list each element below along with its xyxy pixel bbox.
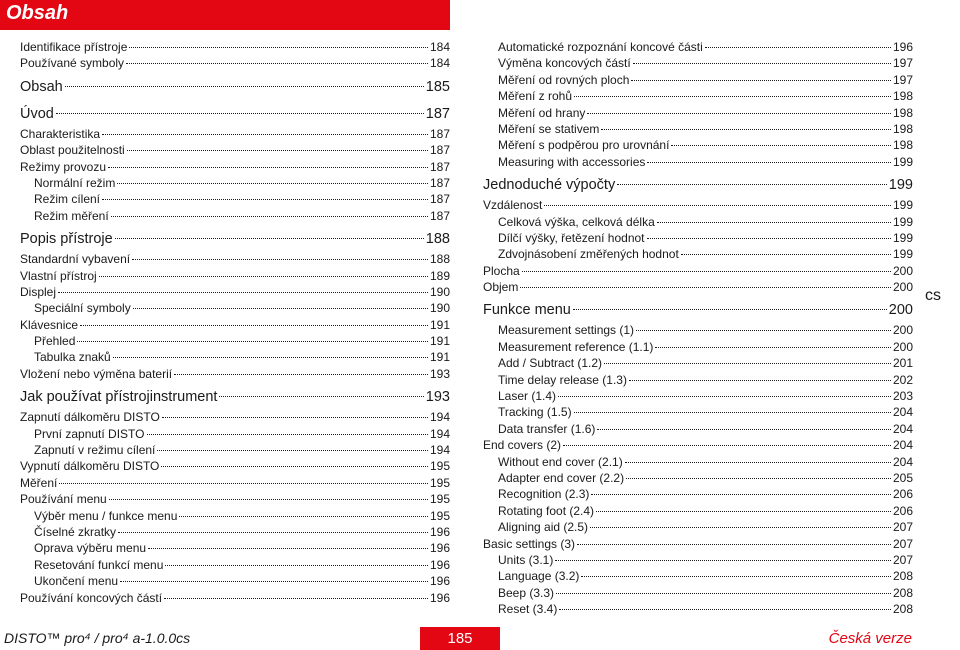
- dot-leader: [559, 609, 891, 610]
- toc-entry-page: 196: [429, 574, 450, 589]
- dot-leader: [148, 548, 428, 549]
- toc-entry[interactable]: [483, 198, 913, 214]
- toc-entry-page: 205: [892, 470, 913, 485]
- toc-entry-page: 198: [892, 89, 913, 104]
- dot-leader: [117, 183, 428, 184]
- toc-entry-label: Používání menu: [20, 492, 107, 507]
- toc-entry-label: Výběr menu / funkce menu: [34, 508, 178, 523]
- dot-leader: [58, 292, 428, 293]
- toc-entry-label: Objem: [483, 280, 519, 295]
- dot-leader: [587, 113, 891, 114]
- toc-entry-label: Resetování funkcí menu: [34, 557, 164, 572]
- dot-leader: [626, 478, 891, 479]
- toc-entry-page: 200: [888, 302, 913, 319]
- toc-entry[interactable]: [483, 231, 913, 247]
- toc-entry[interactable]: [20, 40, 450, 56]
- toc-entry-label: Charakteristika: [20, 126, 101, 141]
- dot-leader: [574, 412, 891, 413]
- toc-entry-label: Funkce menu: [483, 302, 571, 319]
- dot-leader: [591, 494, 891, 495]
- footer-language: Česká verze: [828, 630, 912, 647]
- toc-entry[interactable]: [20, 127, 450, 143]
- toc-entry-label: Měření od rovných ploch: [498, 72, 630, 87]
- toc-entry[interactable]: [483, 438, 913, 454]
- dot-leader: [108, 167, 428, 168]
- toc-entry[interactable]: [20, 367, 450, 383]
- toc-entry-page: 204: [892, 438, 913, 453]
- dot-leader: [102, 199, 428, 200]
- toc-entry[interactable]: [20, 301, 450, 317]
- dot-leader: [681, 254, 891, 255]
- toc-entry-label: Režim měření: [34, 208, 109, 223]
- dot-leader: [127, 150, 428, 151]
- toc-entry-page: 187: [429, 126, 450, 141]
- toc-entry-page: 201: [892, 356, 913, 371]
- toc-entry[interactable]: [20, 574, 450, 590]
- dot-leader: [577, 544, 891, 545]
- dot-leader: [161, 466, 428, 467]
- toc-entry[interactable]: [20, 541, 450, 557]
- toc-entry-page: 199: [892, 214, 913, 229]
- toc-entry-label: Jak používat přístrojinstrument: [20, 389, 218, 406]
- toc-entry-page: 193: [425, 389, 450, 406]
- toc-left-column: [20, 40, 450, 607]
- dot-leader: [671, 145, 891, 146]
- toc-entry-page: 198: [892, 121, 913, 136]
- toc-entry-page: 199: [892, 198, 913, 213]
- toc-entry-page: 203: [892, 389, 913, 404]
- toc-entry-label: Laser (1.4): [498, 389, 557, 404]
- toc-entry-page: 187: [429, 143, 450, 158]
- dot-leader: [165, 565, 428, 566]
- toc-entry[interactable]: [20, 389, 450, 410]
- dot-leader: [157, 450, 428, 451]
- toc-entry-label: Units (3.1): [498, 552, 554, 567]
- toc-entry-page: 187: [429, 208, 450, 223]
- dot-leader: [633, 63, 891, 64]
- toc-entry-label: Tabulka znaků: [34, 350, 111, 365]
- toc-entry-label: Celková výška, celková délka: [498, 214, 655, 229]
- dot-leader: [164, 598, 428, 599]
- toc-entry-label: Používané symboly: [20, 56, 125, 71]
- dot-leader: [219, 396, 423, 397]
- toc-entry[interactable]: [483, 602, 913, 618]
- dot-leader: [522, 271, 891, 272]
- toc-entry-page: 196: [892, 40, 913, 54]
- toc-entry-label: Režim cílení: [34, 192, 101, 207]
- toc-entry-label: Tracking (1.5): [498, 405, 572, 420]
- dot-leader: [601, 129, 891, 130]
- toc-entry-page: 200: [892, 263, 913, 278]
- dot-leader: [147, 434, 428, 435]
- toc-entry-label: Používání koncových částí: [20, 590, 163, 605]
- toc-entry[interactable]: [483, 280, 913, 296]
- dot-leader: [625, 462, 891, 463]
- toc-entry-page: 196: [429, 557, 450, 572]
- toc-entry-page: 204: [892, 454, 913, 469]
- toc-entry-label: Dílčí výšky, řetězení hodnot: [498, 230, 645, 245]
- language-tab: cs: [925, 287, 941, 304]
- toc-entry-label: Adapter end cover (2.2): [498, 470, 625, 485]
- toc-entry-label: End covers (2): [483, 438, 562, 453]
- toc-entry-page: 206: [892, 503, 913, 518]
- toc-entry[interactable]: [483, 138, 913, 154]
- toc-entry-label: Zapnutí dálkoměru DISTO: [20, 410, 160, 425]
- toc-entry[interactable]: [20, 350, 450, 366]
- toc-entry[interactable]: [483, 487, 913, 503]
- toc-entry-page: 190: [429, 284, 450, 299]
- toc-entry-page: 187: [429, 175, 450, 190]
- toc-entry-page: 191: [429, 334, 450, 349]
- dot-leader: [657, 222, 891, 223]
- toc-entry-page: 187: [429, 192, 450, 207]
- dot-leader: [129, 47, 428, 48]
- toc-entry-page: 197: [892, 72, 913, 87]
- toc-entry-label: Measurement settings (1): [498, 323, 635, 338]
- dot-leader: [574, 96, 891, 97]
- toc-entry-page: 207: [892, 536, 913, 551]
- toc-entry[interactable]: [20, 459, 450, 475]
- toc-entry[interactable]: [20, 443, 450, 459]
- toc-entry-page: 195: [429, 475, 450, 490]
- toc-entry[interactable]: [20, 143, 450, 159]
- toc-entry[interactable]: [20, 591, 450, 607]
- toc-entry[interactable]: [483, 323, 913, 339]
- toc-entry[interactable]: [483, 537, 913, 553]
- toc-entry-label: Without end cover (2.1): [498, 454, 623, 469]
- toc-entry-label: Zdvojnásobení změřených hodnot: [498, 247, 679, 262]
- toc-entry-page: 195: [429, 508, 450, 523]
- toc-entry-label: Výměna koncových částí: [498, 56, 631, 71]
- toc-entry[interactable]: [483, 586, 913, 602]
- toc-entry-page: 187: [429, 159, 450, 174]
- toc-entry-page: 204: [892, 421, 913, 436]
- toc-entry-label: Displej: [20, 284, 57, 299]
- toc-entry-label: Speciální symboly: [34, 301, 131, 316]
- toc-entry-page: 207: [892, 552, 913, 567]
- toc-entry[interactable]: [20, 192, 450, 208]
- toc-entry[interactable]: [483, 177, 913, 198]
- toc-entry-page: 194: [429, 443, 450, 458]
- dot-leader: [629, 380, 891, 381]
- dot-leader: [563, 445, 891, 446]
- dot-leader: [126, 63, 428, 64]
- dot-leader: [544, 205, 891, 206]
- dot-leader: [556, 593, 891, 594]
- toc-entry[interactable]: [483, 422, 913, 438]
- dot-leader: [520, 287, 891, 288]
- toc-entry-page: 204: [892, 405, 913, 420]
- toc-entry-label: Measuring with accessories: [498, 154, 646, 169]
- dot-leader: [77, 341, 428, 342]
- dot-leader: [573, 309, 887, 310]
- toc-entry-label: Režimy provozu: [20, 159, 107, 174]
- dot-leader: [111, 216, 428, 217]
- dot-leader: [636, 330, 891, 331]
- dot-leader: [99, 276, 428, 277]
- toc-entry[interactable]: [20, 160, 450, 176]
- toc-entry-label: První zapnutí DISTO: [34, 426, 145, 441]
- toc-entry[interactable]: [20, 176, 450, 192]
- toc-entry[interactable]: [483, 155, 913, 171]
- toc-entry-label: Ukončení menu: [34, 574, 119, 589]
- toc-entry-label: Oprava výběru menu: [34, 541, 147, 556]
- dot-leader: [581, 576, 891, 577]
- toc-entry-label: Úvod: [20, 105, 54, 122]
- toc-entry-page: 196: [429, 541, 450, 556]
- dot-leader: [80, 325, 428, 326]
- toc-entry[interactable]: [20, 209, 450, 225]
- toc-entry-page: 194: [429, 426, 450, 441]
- dot-leader: [56, 113, 424, 114]
- toc-entry-label: Zapnutí v režimu cílení: [34, 443, 156, 458]
- toc-entry-page: 208: [892, 569, 913, 584]
- dot-leader: [555, 560, 891, 561]
- toc-entry-label: Identifikace přístroje: [20, 40, 128, 54]
- toc-entry-page: 195: [429, 492, 450, 507]
- toc-entry[interactable]: [483, 40, 913, 56]
- toc-entry[interactable]: [20, 231, 450, 252]
- toc-entry[interactable]: [20, 492, 450, 508]
- toc-entry-page: 196: [429, 590, 450, 605]
- toc-entry-page: 191: [429, 317, 450, 332]
- toc-entry[interactable]: [483, 264, 913, 280]
- toc-entry-label: Měření od hrany: [498, 105, 586, 120]
- dot-leader: [647, 238, 891, 239]
- toc-entry-page: 199: [892, 230, 913, 245]
- toc-entry[interactable]: [483, 455, 913, 471]
- toc-entry[interactable]: [20, 410, 450, 426]
- toc-entry-page: 208: [892, 602, 913, 617]
- toc-entry[interactable]: [20, 558, 450, 574]
- toc-entry[interactable]: [20, 525, 450, 541]
- toc-entry-page: 188: [425, 231, 450, 248]
- footer-product: DISTO™ pro⁴ / pro⁴ a-1.0.0cs: [4, 630, 191, 646]
- dot-leader: [102, 134, 428, 135]
- toc-entry-label: Basic settings (3): [483, 536, 576, 551]
- toc-entry-label: Time delay release (1.3): [498, 372, 627, 387]
- toc-entry-page: 198: [892, 105, 913, 120]
- toc-entry-page: 200: [892, 323, 913, 338]
- toc-entry-page: 202: [892, 372, 913, 387]
- toc-entry-label: Measurement reference (1.1): [498, 339, 654, 354]
- dot-leader: [59, 483, 428, 484]
- dot-leader: [113, 357, 428, 358]
- dot-leader: [118, 532, 428, 533]
- dot-leader: [705, 47, 891, 48]
- toc-entry[interactable]: [20, 285, 450, 301]
- toc-entry-page: 199: [892, 247, 913, 262]
- toc-entry-label: Plocha: [483, 263, 520, 278]
- dot-leader: [558, 396, 891, 397]
- toc-entry-page: 184: [429, 56, 450, 71]
- toc-entry-label: Vypnutí dálkoměru DISTO: [20, 459, 160, 474]
- toc-entry[interactable]: [483, 373, 913, 389]
- dot-leader: [174, 374, 428, 375]
- toc-entry-page: 199: [892, 154, 913, 169]
- toc-entry-label: Jednoduché výpočty: [483, 177, 616, 194]
- toc-entry[interactable]: [20, 318, 450, 334]
- dot-leader: [596, 511, 891, 512]
- toc-entry-page: 206: [892, 487, 913, 502]
- toc-entry-label: Language (3.2): [498, 569, 580, 584]
- dot-leader: [115, 238, 424, 239]
- toc-entry-label: Recognition (2.3): [498, 487, 590, 502]
- dot-leader: [109, 499, 428, 500]
- toc-right-column: [483, 40, 913, 619]
- toc-entry-label: Standardní vybavení: [20, 252, 131, 267]
- dot-leader: [162, 417, 428, 418]
- toc-entry-page: 196: [429, 524, 450, 539]
- toc-entry-page: 189: [429, 268, 450, 283]
- toc-entry-label: Vložení nebo výměna baterií: [20, 366, 173, 381]
- toc-entry-page: 190: [429, 301, 450, 316]
- toc-entry[interactable]: [483, 520, 913, 536]
- toc-entry[interactable]: [483, 215, 913, 231]
- dot-leader: [617, 184, 887, 185]
- toc-entry[interactable]: [483, 56, 913, 72]
- dot-leader: [120, 581, 428, 582]
- toc-entry[interactable]: [483, 405, 913, 421]
- toc-entry[interactable]: [483, 356, 913, 372]
- toc-entry-label: Přehled: [34, 334, 76, 349]
- toc-entry[interactable]: [483, 302, 913, 323]
- footer-page-number: 185: [420, 627, 500, 650]
- toc-entry[interactable]: [20, 476, 450, 492]
- toc-entry-label: Měření s podpěrou pro urovnání: [498, 138, 670, 153]
- toc-entry-label: Vlastní přístroj: [20, 268, 97, 283]
- dot-leader: [132, 259, 428, 260]
- page-title: Obsah: [6, 2, 69, 24]
- toc-entry-page: 193: [429, 366, 450, 381]
- dot-leader: [604, 363, 891, 364]
- toc-entry-page: 187: [425, 105, 450, 122]
- toc-entry-label: Měření z rohů: [498, 89, 573, 104]
- dot-leader: [133, 308, 428, 309]
- toc-entry-label: Data transfer (1.6): [498, 421, 596, 436]
- toc-entry-page: 195: [429, 459, 450, 474]
- toc-entry-page: 207: [892, 520, 913, 535]
- toc-entry-page: 194: [429, 410, 450, 425]
- toc-entry-label: Vzdálenost: [483, 198, 543, 213]
- toc-entry[interactable]: [483, 89, 913, 105]
- toc-entry-label: Měření se stativem: [498, 121, 600, 136]
- toc-entry-page: 191: [429, 350, 450, 365]
- toc-entry-label: Oblast použitelnosti: [20, 143, 125, 158]
- toc-entry[interactable]: [20, 334, 450, 350]
- toc-entry-page: 185: [425, 78, 450, 95]
- toc-entry[interactable]: [483, 569, 913, 585]
- toc-entry[interactable]: [20, 269, 450, 285]
- toc-entry[interactable]: [483, 340, 913, 356]
- toc-entry-label: Beep (3.3): [498, 585, 555, 600]
- toc-entry-page: 188: [429, 252, 450, 267]
- dot-leader: [655, 347, 891, 348]
- toc-entry-label: Popis přístroje: [20, 231, 113, 248]
- toc-entry[interactable]: [20, 106, 450, 127]
- dot-leader: [597, 429, 891, 430]
- dot-leader: [65, 86, 424, 87]
- dot-leader: [590, 527, 891, 528]
- toc-entry[interactable]: [483, 471, 913, 487]
- header-bar: [0, 0, 450, 30]
- toc-entry-page: 200: [892, 339, 913, 354]
- toc-entry[interactable]: [483, 106, 913, 122]
- toc-entry[interactable]: [483, 553, 913, 569]
- toc-entry-label: Obsah: [20, 78, 63, 95]
- toc-entry[interactable]: [483, 122, 913, 138]
- dot-leader: [631, 80, 891, 81]
- toc-entry-label: Měření: [20, 475, 58, 490]
- toc-entry[interactable]: [483, 389, 913, 405]
- toc-entry[interactable]: [483, 247, 913, 263]
- toc-entry-label: Klávesnice: [20, 317, 79, 332]
- toc-entry[interactable]: [20, 79, 450, 100]
- dot-leader: [647, 162, 891, 163]
- toc-entry[interactable]: [483, 504, 913, 520]
- toc-entry[interactable]: [20, 56, 450, 72]
- toc-entry[interactable]: [20, 427, 450, 443]
- toc-entry-label: Normální režim: [34, 175, 116, 190]
- toc-entry-label: Číselné zkratky: [34, 524, 117, 539]
- toc-entry-label: Reset (3.4): [498, 602, 558, 617]
- toc-entry-label: Aligning aid (2.5): [498, 520, 589, 535]
- toc-entry[interactable]: [20, 252, 450, 268]
- toc-entry[interactable]: [20, 509, 450, 525]
- toc-entry-page: 184: [429, 40, 450, 54]
- toc-entry-label: Rotating foot (2.4): [498, 503, 595, 518]
- toc-entry-label: Automatické rozpoznání koncové části: [498, 40, 703, 54]
- toc-entry[interactable]: [483, 73, 913, 89]
- toc-entry-page: 200: [892, 280, 913, 295]
- toc-entry-page: 197: [892, 56, 913, 71]
- dot-leader: [179, 516, 428, 517]
- toc-entry-page: 199: [888, 177, 913, 194]
- toc-entry-label: Add / Subtract (1.2): [498, 356, 603, 371]
- toc-entry-page: 208: [892, 585, 913, 600]
- toc-entry-page: 198: [892, 138, 913, 153]
